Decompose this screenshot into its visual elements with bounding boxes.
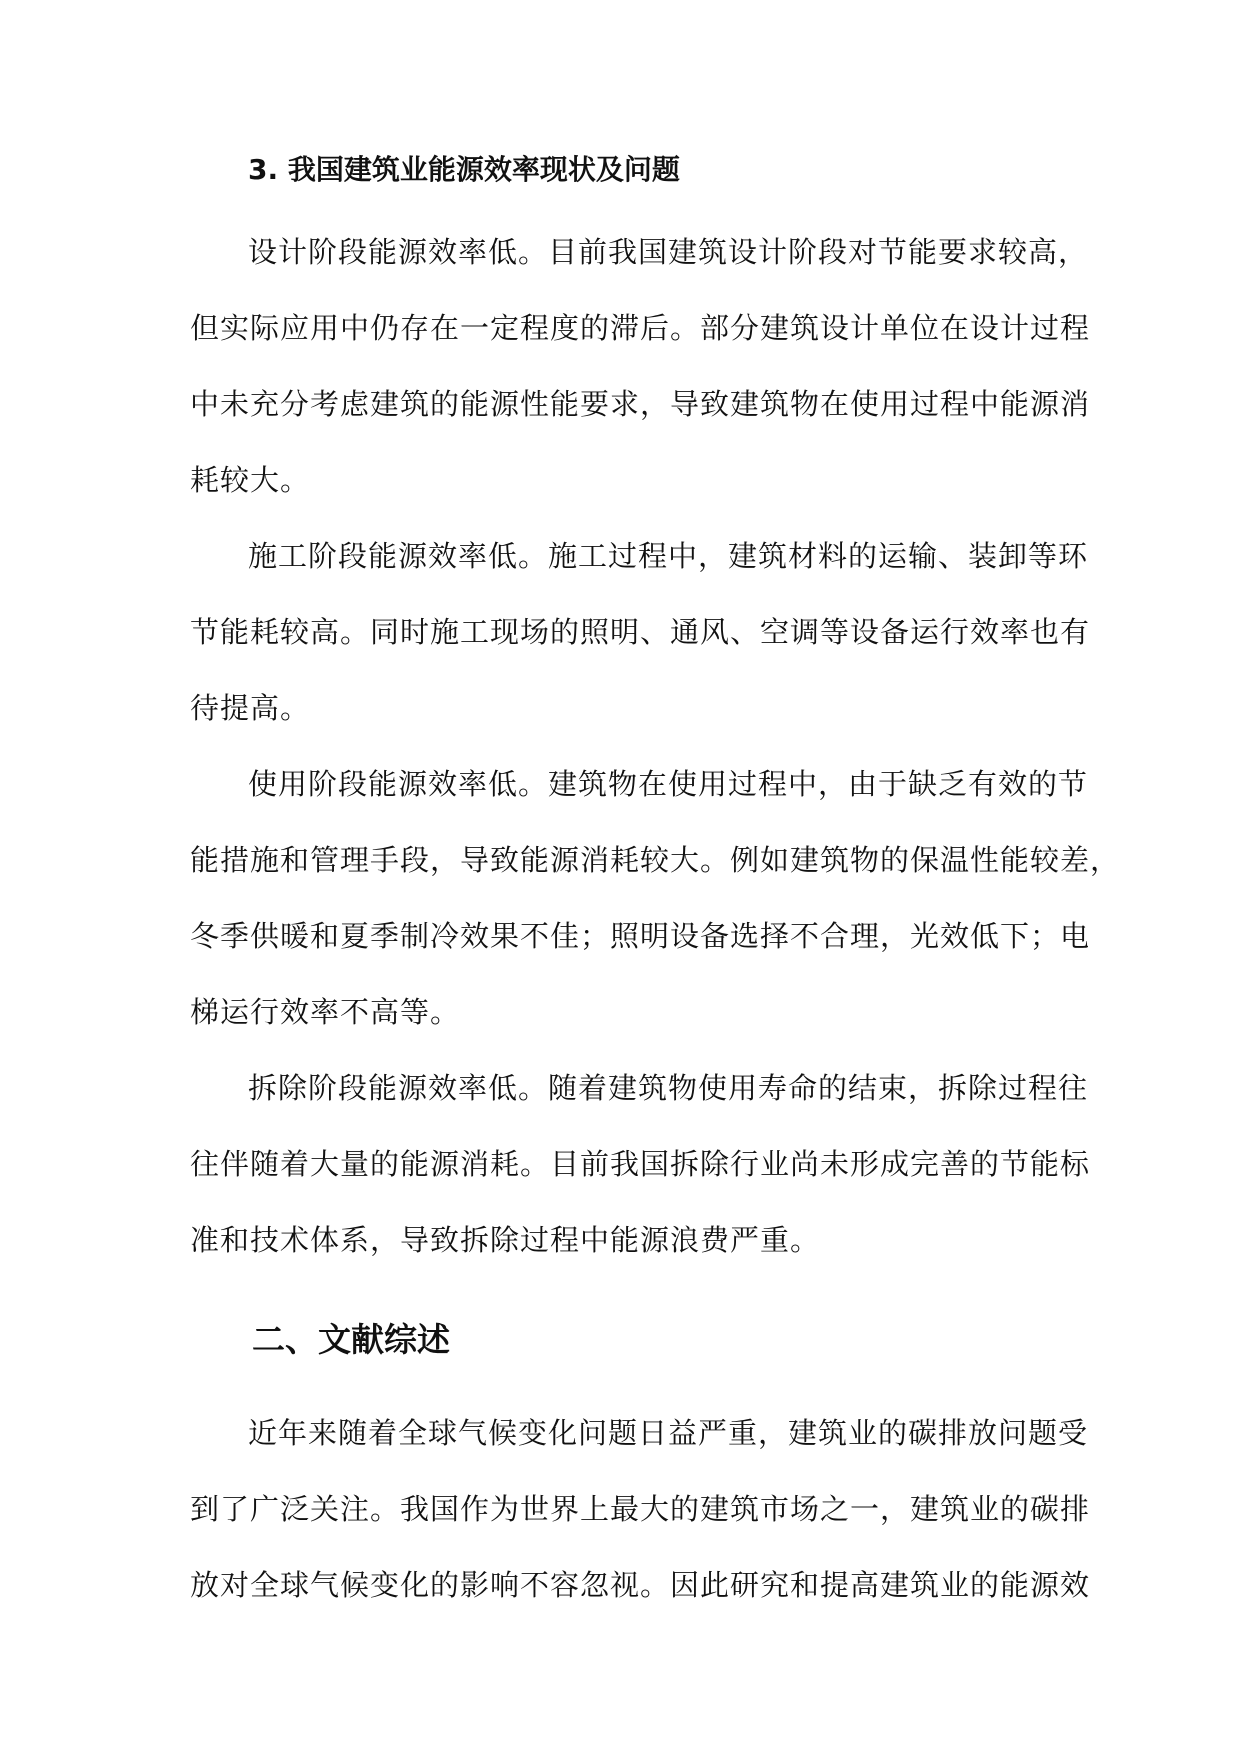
paragraph-line: 放对全球气候变化的影响不容忽视。因此研究和提高建筑业的能源效 (190, 1568, 1091, 1602)
paragraph-design-stage (190, 214, 1091, 518)
paragraph-line: 节能耗较高。同时施工现场的照明、通风、空调等设备运行效率也有 (190, 615, 1091, 649)
section-heading: 二、文献综述 (252, 1320, 450, 1359)
paragraph-line: 准和技术体系，导致拆除过程中能源浪费严重。 (190, 1223, 821, 1257)
paragraph-line: 耗较大。 (190, 463, 311, 497)
paragraph-line: 中未充分考虑建筑的能源性能要求，导致建筑物在使用过程中能源消 (190, 387, 1091, 421)
paragraph-line: 冬季供暖和夏季制冷效果不佳；照明设备选择不合理，光效低下；电 (190, 919, 1091, 953)
paragraph-demolition-stage (190, 1050, 1091, 1278)
paragraph-line: 能措施和管理手段，导致能源消耗较大。例如建筑物的保温性能较差， (190, 843, 1121, 877)
paragraph-line: 拆除阶段能源效率低。随着建筑物使用寿命的结束，拆除过程往 (248, 1071, 1089, 1105)
paragraph-line: 设计阶段能源效率低。目前我国建筑设计阶段对节能要求较高， (248, 235, 1089, 269)
paragraph-line: 使用阶段能源效率低。建筑物在使用过程中，由于缺乏有效的节 (248, 767, 1089, 801)
paragraph-line: 近年来随着全球气候变化问题日益严重，建筑业的碳排放问题受 (248, 1416, 1089, 1450)
paragraph-line: 施工阶段能源效率低。施工过程中，建筑材料的运输、装卸等环 (248, 539, 1089, 573)
paragraph-line: 往伴随着大量的能源消耗。目前我国拆除行业尚未形成完善的节能标 (190, 1147, 1091, 1181)
paragraph-line: 到了广泛关注。我国作为世界上最大的建筑市场之一，建筑业的碳排 (190, 1492, 1091, 1526)
subsection-heading: 3. 我国建筑业能源效率现状及问题 (248, 153, 680, 186)
paragraph-line: 梯运行效率不高等。 (190, 995, 461, 1029)
paragraph-line: 待提高。 (190, 691, 311, 725)
paragraph-usage-stage (190, 746, 1121, 1050)
paragraph-literature-review (190, 1395, 1091, 1623)
paragraph-line: 但实际应用中仍存在一定程度的滞后。部分建筑设计单位在设计过程 (190, 311, 1091, 345)
paragraph-construction-stage (190, 518, 1091, 746)
